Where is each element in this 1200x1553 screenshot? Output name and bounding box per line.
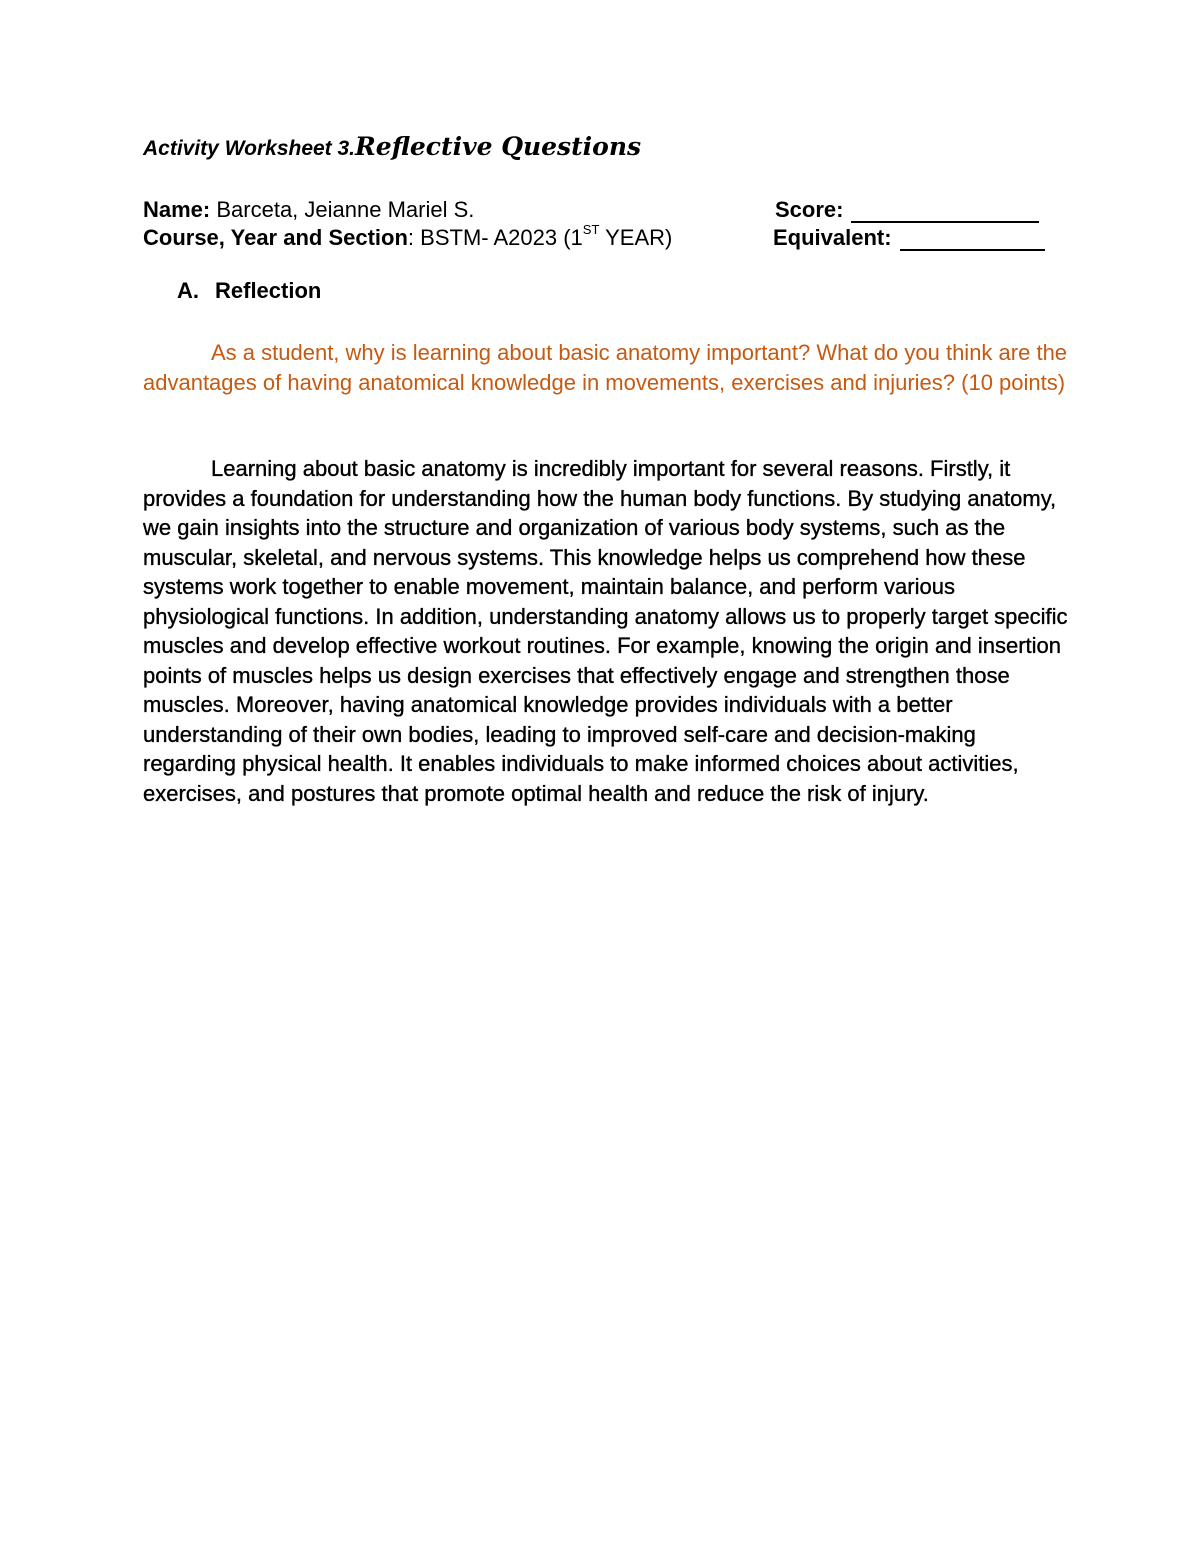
equivalent-blank-line [900, 229, 1045, 251]
score-field [775, 197, 1039, 223]
section-letter: A. [177, 278, 199, 303]
section-title: Reflection [215, 278, 322, 303]
section-heading [177, 278, 321, 304]
name-label: Name: [143, 197, 211, 222]
course-label: Course, Year and Section [143, 225, 408, 250]
score-blank-line [851, 201, 1039, 223]
equivalent-field [773, 225, 1045, 251]
worksheet-title [143, 132, 641, 161]
course-value: BSTM- A2023 (1 [414, 225, 583, 250]
course-suffix: YEAR) [599, 225, 673, 250]
reflection-answer: Learning about basic anatomy is incredibly important for several reasons. Firstly, it provides a foundation for understanding how the human body functions. By studying anatomy, we gain insights into the structure and organization of various body systems, such as the muscular, skeletal, and nervous systems. This knowledge helps us comprehend how these systems work together to enable movement, maintain balance, and perform various physiological functions. In addition, understanding anatomy allows us to properly target specific muscles and develop effective workout routines. For example, knowing the origin and insertion points of muscles helps us design exercises that effectively engage and strengthen those muscles. Moreover, having anatomical knowledge provides individuals with a better understanding of their own bodies, leading to improved self-care and decision-making regarding physical health. It enables individuals to make informed choices about activities, exercises, and postures that promote optimal health and reduce the risk of injury. [143, 456, 1068, 806]
name-field [143, 197, 474, 223]
reflection-question: As a student, why is learning about basic anatomy important? What do you think are the advantages of having anatomical knowledge in movements, exercises and injuries? (10 points) [143, 340, 1068, 395]
course-field [143, 221, 673, 251]
score-label: Score: [775, 197, 844, 222]
worksheet-title-main: Reflective Questions [355, 132, 642, 161]
name-value: Barceta, Jeianne Mariel S. [210, 197, 475, 222]
worksheet-title-prefix: Activity Worksheet 3. [143, 137, 356, 160]
course-colon: : [407, 225, 415, 250]
course-superscript: ST [582, 221, 600, 237]
equivalent-label: Equivalent: [773, 225, 892, 250]
